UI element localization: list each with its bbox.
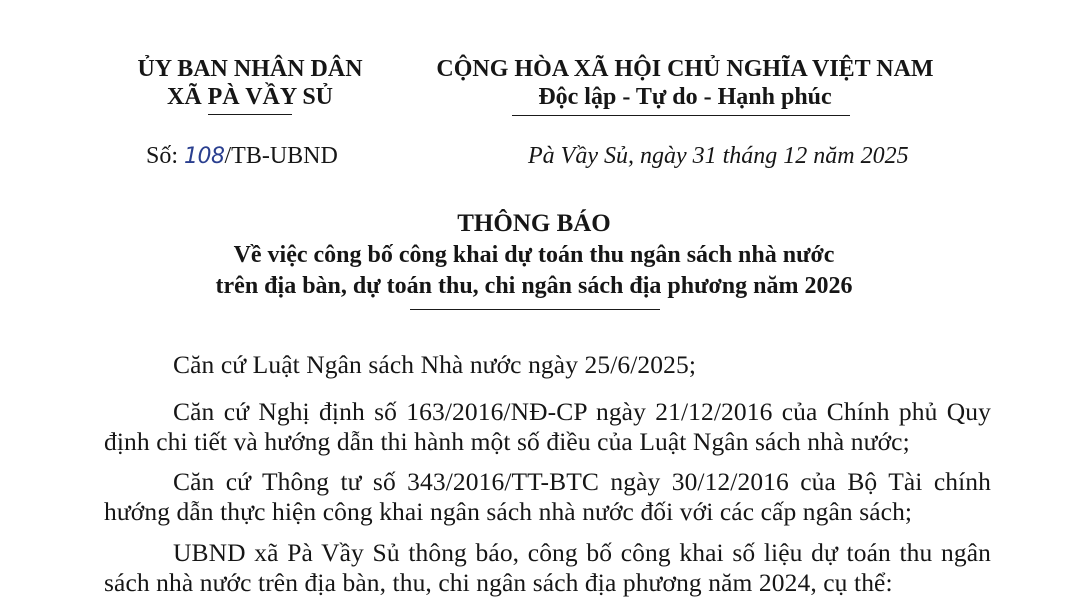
paragraph-2-line-2: định chi tiết và hướng dẫn thi hành một số điều của Luật Ngân sách nhà nước; xyxy=(104,427,910,456)
document-heading: THÔNG BÁO xyxy=(457,210,611,237)
issuing-commune: XÃ PÀ VẦY SỦ xyxy=(166,84,333,110)
motto-underline xyxy=(512,115,850,116)
number-suffix: /TB-UBND xyxy=(224,143,338,169)
paragraph-2-line-1: Căn cứ Nghị định số 163/2016/NĐ-CP ngày 21/12/2016 của Chính phủ Quy xyxy=(173,397,991,426)
authority-underline xyxy=(208,114,292,115)
document-number xyxy=(146,143,338,170)
number-prefix: Số: xyxy=(146,143,179,169)
handwritten-number: 108 xyxy=(184,144,225,169)
national-title: CỘNG HÒA XÃ HỘI CHỦ NGHĨA VIỆT NAM xyxy=(436,56,934,82)
place-date: Pà Vầy Sủ, ngày 31 tháng 12 năm 2025 xyxy=(528,143,909,169)
paragraph-3-line-2: hướng dẫn thực hiện công khai ngân sách nhà nước đối với các cấp ngân sách; xyxy=(104,497,913,526)
paragraph-4-line-1: UBND xã Pà Vầy Sủ thông báo, công bố công khai số liệu dự toán thu ngân xyxy=(173,538,991,567)
paragraph-1: Căn cứ Luật Ngân sách Nhà nước ngày 25/6/2025; xyxy=(173,350,697,379)
issuing-authority: ỦY BAN NHÂN DÂN xyxy=(137,56,363,82)
subject-line-2: trên địa bàn, dự toán thu, chi ngân sách địa phương năm 2026 xyxy=(215,273,853,299)
title-underline xyxy=(410,309,660,310)
subject-line-1: Về việc công bố công khai dự toán thu ngân sách nhà nước xyxy=(233,242,835,268)
paragraph-4-line-2: sách nhà nước trên địa bàn, thu, chi ngân sách địa phương năm 2024, cụ thể: xyxy=(104,568,893,597)
national-motto: Độc lập - Tự do - Hạnh phúc xyxy=(538,84,832,110)
paragraph-3-line-1: Căn cứ Thông tư số 343/2016/TT-BTC ngày 30/12/2016 của Bộ Tài chính xyxy=(173,467,991,496)
